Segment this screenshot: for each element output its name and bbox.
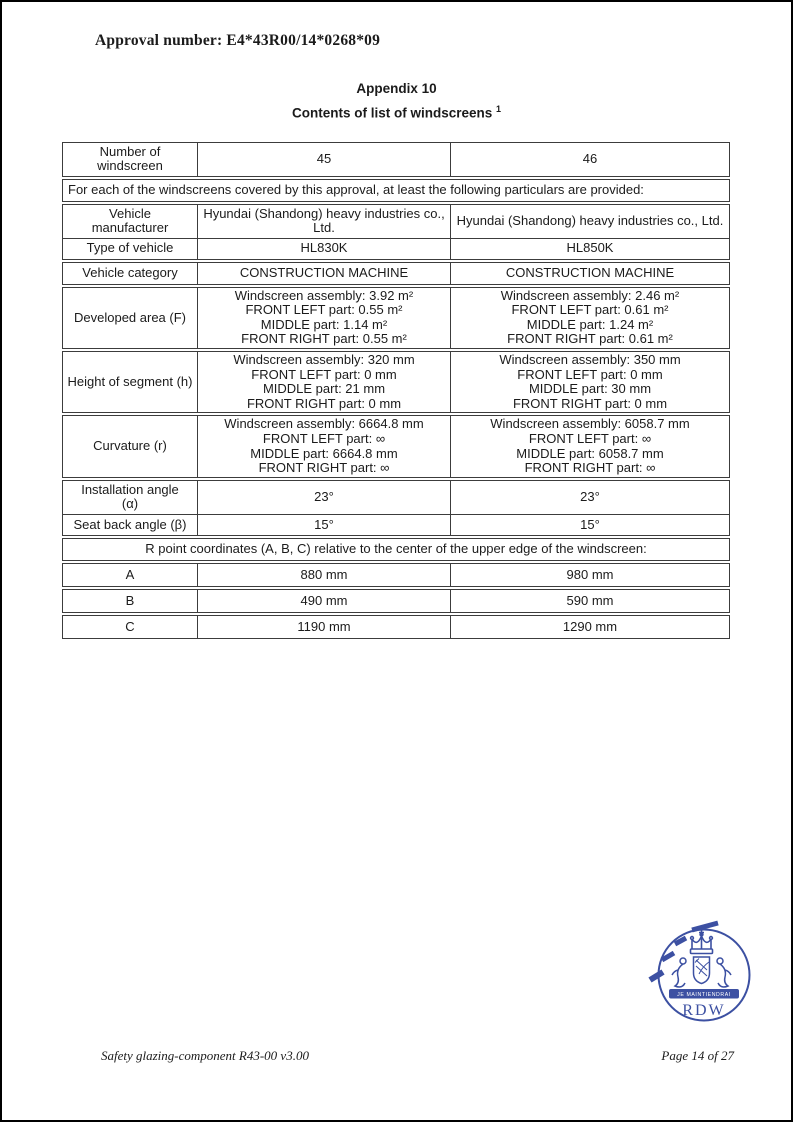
- appendix-title: Appendix 10: [356, 81, 437, 96]
- row-label: Installation angle (α): [81, 481, 179, 512]
- row-label: B: [125, 592, 135, 608]
- lion-left: [672, 958, 686, 987]
- row-label: Seat back angle (β): [73, 516, 187, 532]
- footer-document-version: Safety glazing-component R43-00 v3.00: [101, 1048, 309, 1063]
- row-group-angles: [62, 480, 730, 536]
- row-group-manufacturer-type: [62, 204, 730, 260]
- row-installation-angle: [63, 481, 729, 514]
- curvature-45: Windscreen assembly: 6664.8 mm FRONT LEFT part: ∞ MIDDLE part: 6664.8 mm FRONT RIGHT part: ∞: [197, 416, 450, 476]
- row-seat-back-angle: [63, 514, 729, 535]
- row-label: C: [125, 618, 135, 634]
- motto-banner: [669, 989, 739, 999]
- document-subtitle: [2, 104, 791, 121]
- windscreen-45-number: 45: [197, 143, 450, 176]
- coordinate-b-46: 590 mm: [450, 590, 729, 612]
- row-label: Vehicle category: [82, 264, 178, 280]
- row-curvature: [62, 415, 730, 477]
- coordinate-b-45: 490 mm: [197, 590, 450, 612]
- height-of-segment-46: Windscreen assembly: 350 mm FRONT LEFT part: 0 mm MIDDLE part: 30 mm FRONT RIGHT part: 0 mm: [450, 352, 729, 412]
- vehicle-type-45: HL830K: [197, 239, 450, 259]
- subtitle-footnote-ref: 1: [496, 104, 502, 114]
- coordinate-c-45: 1190 mm: [197, 616, 450, 638]
- row-developed-area: [62, 287, 730, 349]
- crown-icon: [691, 930, 713, 954]
- developed-area-46: Windscreen assembly: 2.46 m² FRONT LEFT part: 0.61 m² MIDDLE part: 1.24 m² FRONT RIGHT part: 0.61 m²: [450, 288, 729, 348]
- windscreen-table: [62, 142, 730, 639]
- developed-area-45: Windscreen assembly: 3.92 m² FRONT LEFT part: 0.55 m² MIDDLE part: 1.14 m² FRONT RIGHT part: 0.55 m²: [197, 288, 450, 348]
- height-of-segment-45: Windscreen assembly: 320 mm FRONT LEFT part: 0 mm MIDDLE part: 21 mm FRONT RIGHT part: 0 mm: [197, 352, 450, 412]
- curvature-46: Windscreen assembly: 6058.7 mm FRONT LEFT part: ∞ MIDDLE part: 6058.7 mm FRONT RIGHT part: ∞: [450, 416, 729, 476]
- lion-right: [717, 958, 731, 987]
- note-particulars-text: For each of the windscreens covered by this approval, at least the following particulars are provided:: [68, 181, 644, 197]
- row-label: Type of vehicle: [86, 240, 174, 256]
- row-label: Curvature (r): [93, 438, 167, 454]
- row-note-particulars: [62, 179, 730, 202]
- installation-angle-46: 23°: [450, 481, 729, 514]
- row-vehicle-manufacturer: [63, 205, 729, 238]
- manufacturer-46: Hyundai (Shandong) heavy industries co., Ltd.: [450, 205, 729, 238]
- row-coordinate-a: [62, 563, 730, 587]
- title-block: [2, 81, 791, 121]
- row-label: Vehicle manufacturer: [91, 205, 169, 236]
- subtitle-text: Contents of list of windscreens: [291, 105, 493, 121]
- row-label: Developed area (F): [74, 309, 186, 325]
- approval-number: Approval number: E4*43R00/14*0268*09: [95, 32, 381, 49]
- rdw-logo: [648, 918, 754, 1028]
- row-label: Height of segment (h): [67, 373, 193, 389]
- note-r-point-text: R point coordinates (A, B, C) relative to the center of the upper edge of the windscreen:: [145, 540, 647, 556]
- coat-of-arms: [672, 957, 731, 987]
- row-number-of-windscreen: [62, 142, 730, 177]
- row-coordinate-b: [62, 589, 730, 613]
- row-label: A: [125, 566, 135, 582]
- seat-back-angle-45: 15°: [197, 515, 450, 535]
- seat-back-angle-46: 15°: [450, 515, 729, 535]
- vehicle-type-46: HL850K: [450, 239, 729, 259]
- coordinate-c-46: 1290 mm: [450, 616, 729, 638]
- rdw-logo-graphic: [648, 918, 754, 1028]
- coordinate-a-46: 980 mm: [450, 564, 729, 586]
- row-vehicle-category: [62, 262, 730, 285]
- manufacturer-45: Hyundai (Shandong) heavy industries co., Ltd.: [197, 205, 450, 238]
- motto-text: JE MAINTIENDRAI: [677, 992, 731, 998]
- row-coordinate-c: [62, 615, 730, 639]
- footer-page-number: Page 14 of 27: [661, 1048, 734, 1063]
- row-label: Number of windscreen: [97, 143, 163, 174]
- category-45: CONSTRUCTION MACHINE: [197, 263, 450, 284]
- windscreen-46-number: 46: [450, 143, 729, 176]
- row-height-of-segment: [62, 351, 730, 413]
- installation-angle-45: 23°: [197, 481, 450, 514]
- coordinate-a-45: 880 mm: [197, 564, 450, 586]
- rdw-text: RDW: [682, 1002, 726, 1019]
- row-note-r-point: [62, 538, 730, 561]
- row-type-of-vehicle: [63, 238, 729, 259]
- category-46: CONSTRUCTION MACHINE: [450, 263, 729, 284]
- logo-speed-dashes: [650, 923, 718, 980]
